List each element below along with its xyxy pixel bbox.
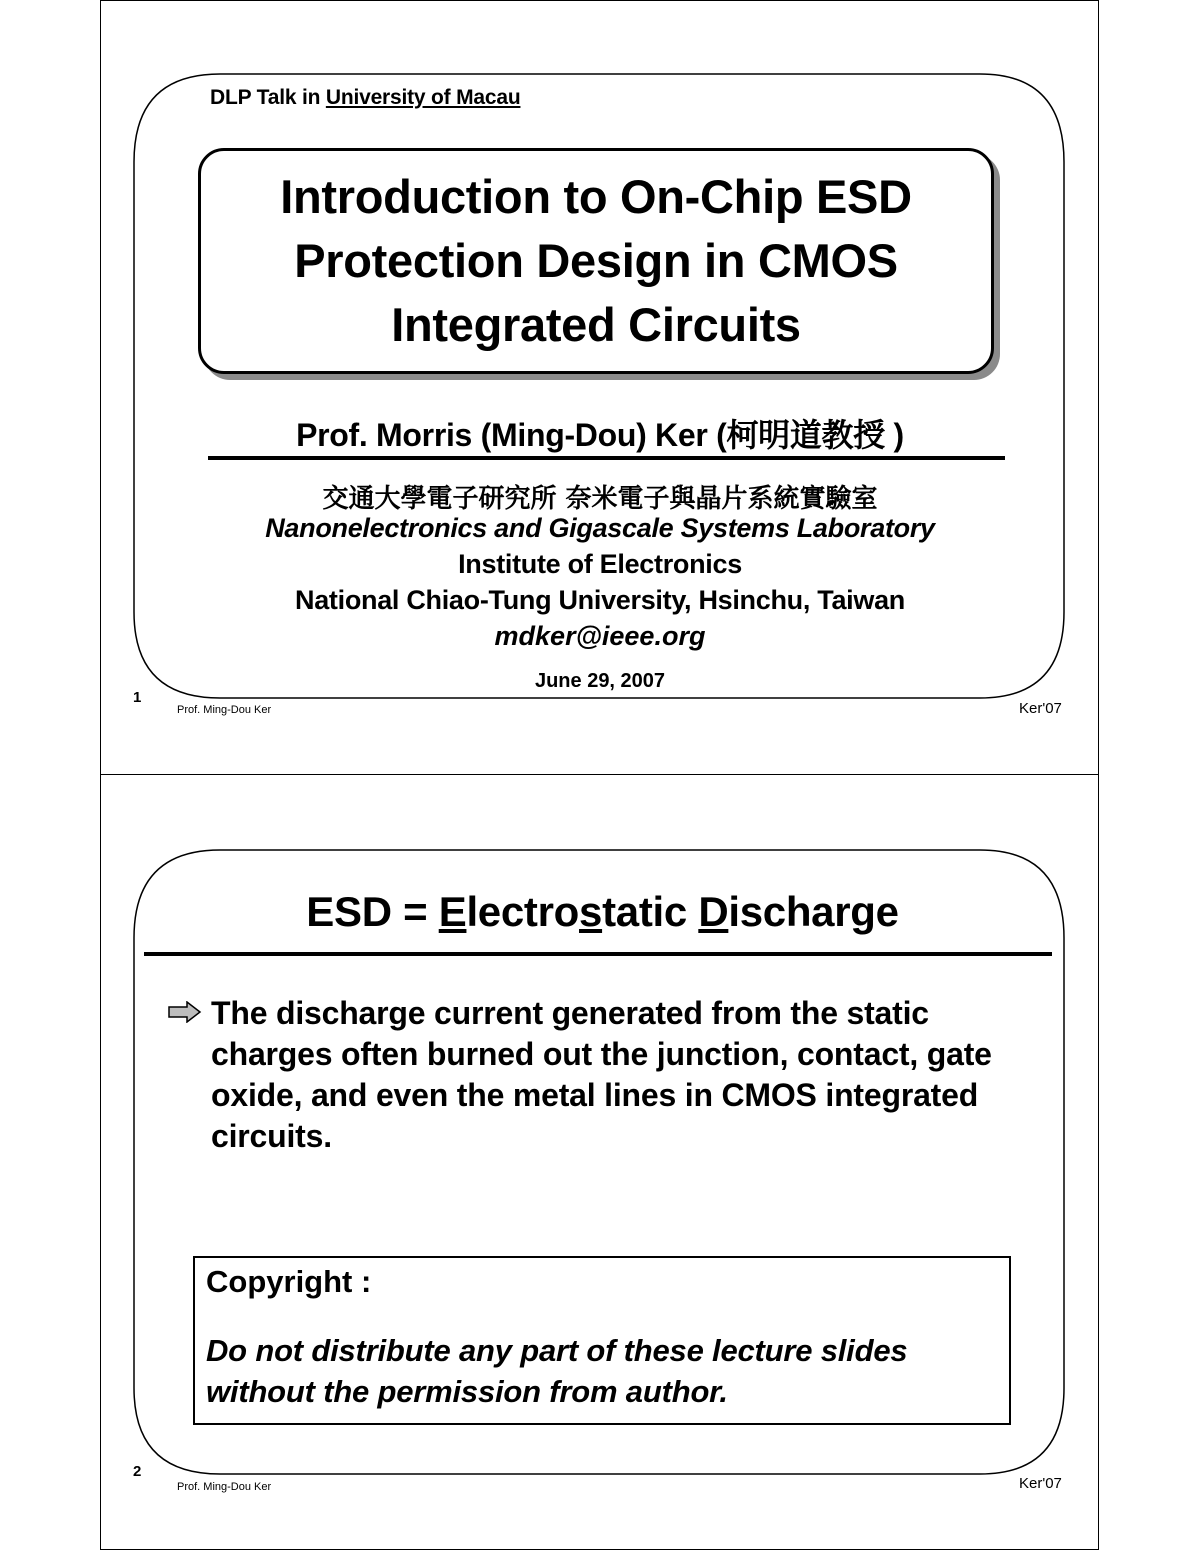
talk-header-venue: University of Macau [325,86,521,109]
title-part-underlined: s [579,888,603,935]
title-part: ESD = [306,888,439,935]
copyright-heading: Copyright : [206,1264,372,1299]
title-part: lectro [466,888,580,935]
footer-author: Prof. Ming-Dou Ker [177,704,272,716]
slide-number: 1 [133,689,142,706]
author-rule [208,456,1005,460]
bullet-text: The discharge current generated from the static charges often burned out the junction, contact, gate oxide, and even the metal lines in CMOS integrated circuits. [211,995,992,1154]
talk-header [210,86,520,110]
slide-2-title [150,888,1055,936]
title-part-underlined: E [438,888,467,935]
page-divider [100,774,1099,775]
talk-header-prefix: DLP Talk in [210,86,326,109]
talk-date: June 29, 2007 [534,670,666,692]
title-line-1: Introduction to On-Chip ESD [280,170,912,223]
lab-name-english: Nanonelectronics and Gigascale Systems Laboratory [265,513,935,543]
title-line-2: Protection Design in CMOS [294,234,898,287]
lab-name-chinese: 交通大學電子研究所 奈米電子與晶片系統實驗室 [322,484,878,514]
author-email: mdker@ieee.org [494,621,706,651]
title-part: ischarge [728,888,899,935]
author-name: Prof. Morris (Ming-Dou) Ker (柯明道教授 ) [296,417,904,453]
copyright-text: Do not distribute any part of these lecture slides without the permission from author. [206,1333,908,1409]
slide-2-title-rule [144,952,1052,956]
slide-number: 2 [133,1463,142,1480]
institute-name: Institute of Electronics [458,549,742,579]
title-part: tatic [602,888,699,935]
slide-1-title-box [198,148,994,374]
title-line-3: Integrated Circuits [391,298,801,351]
copyright-box [193,1256,1011,1425]
arrow-bullet-icon [168,1001,202,1023]
footer-tag: Ker'07 [1019,1475,1062,1492]
footer-tag: Ker'07 [1019,700,1062,717]
university-name: National Chiao-Tung University, Hsinchu, Taiwan [295,585,905,615]
footer-author: Prof. Ming-Dou Ker [177,1481,272,1493]
title-part-underlined: D [698,888,729,935]
